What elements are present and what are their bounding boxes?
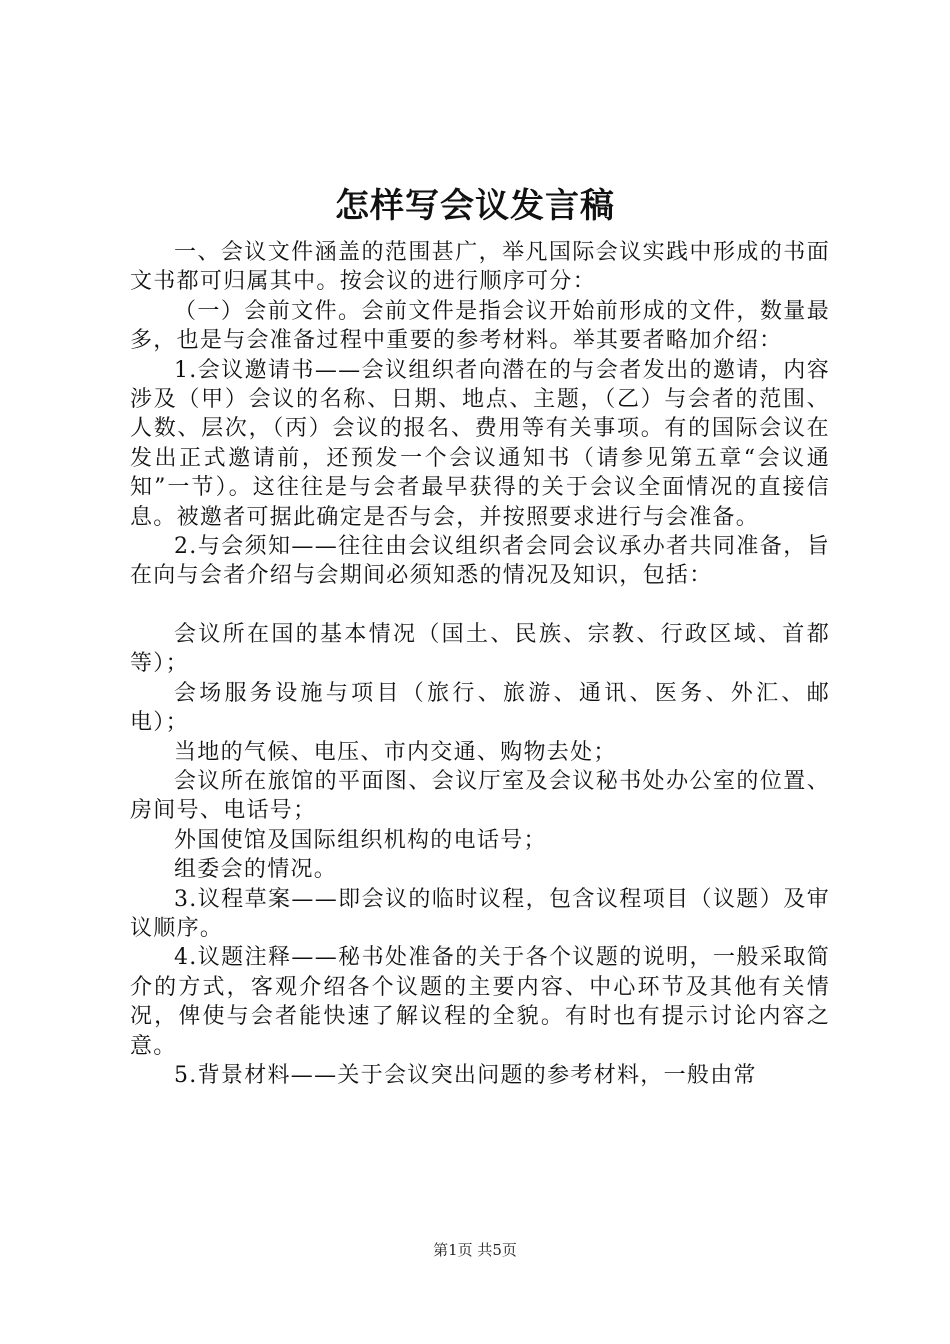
page-number: 第1页 共5页 <box>433 1241 517 1259</box>
paragraph-intro: 一、会议文件涵盖的范围甚广，举凡国际会议实践中形成的书面文书都可归属其中。按会议的进行顺序可分： <box>130 240 830 295</box>
paragraph-pre-meeting-docs: （一）会前文件。会前文件是指会议开始前形成的文件，数量最多，也是与会准备过程中重要的参考材料。举其要者略加介绍： <box>130 298 830 354</box>
list-item-local-conditions: 当地的气候、电压、市内交通、购物去处； <box>174 739 617 765</box>
list-item-embassy-phones: 外国使馆及国际组织机构的电话号； <box>174 827 547 853</box>
paragraph-draft-agenda: 3.议程草案——即会议的临时议程，包含议程项目（议题）及审议顺序。 <box>130 886 830 941</box>
list-item-committee: 组委会的情况。 <box>174 857 338 883</box>
list-item-country-info: 会议所在国的基本情况（国土、民族、宗教、行政区域、首都等）； <box>130 621 830 677</box>
paragraph-invitation: 1.会议邀请书——会议组织者向潜在的与会者发出的邀请，内容涉及（甲）会议的名称、日期、地点、主题，（乙）与会者的范围、人数、层次，（丙）会议的报名、费用等有关事项。有的国际会议在发出正式邀请前，还预发一个会议通知书（请参见第五章“会议通知”一节）。这往往是与会者最早获得的关于会议全面情况的直接信息。被邀者可据此确定是否与会，并按照要求进行与会准备。 <box>130 357 830 530</box>
document-title: 怎样写会议发言稿 <box>335 186 615 226</box>
list-item-hotel-layout: 会议所在旅馆的平面图、会议厅室及会议秘书处办公室的位置、房间号、电话号； <box>130 768 830 824</box>
paragraph-attendance-notes: 2.与会须知——往往由会议组织者会同会议承办者共同准备，旨在向与会者介绍与会期间必须知悉的情况及知识，包括： <box>130 534 830 589</box>
document-body <box>130 238 830 1090</box>
list-item-venue-services: 会场服务设施与项目（旅行、旅游、通讯、医务、外汇、邮电）； <box>130 680 830 736</box>
paragraph-agenda-notes: 4.议题注释——秘书处准备的关于各个议题的说明，一般采取简介的方式，客观介绍各个议题的主要内容、中心环节及其他有关情况，俾使与会者能快速了解议程的全貌。有时也有提示讨论内容之意。 <box>130 945 830 1059</box>
paragraph-background-materials: 5.背景材料——关于会议突出问题的参考材料，一般由常 <box>174 1062 757 1088</box>
